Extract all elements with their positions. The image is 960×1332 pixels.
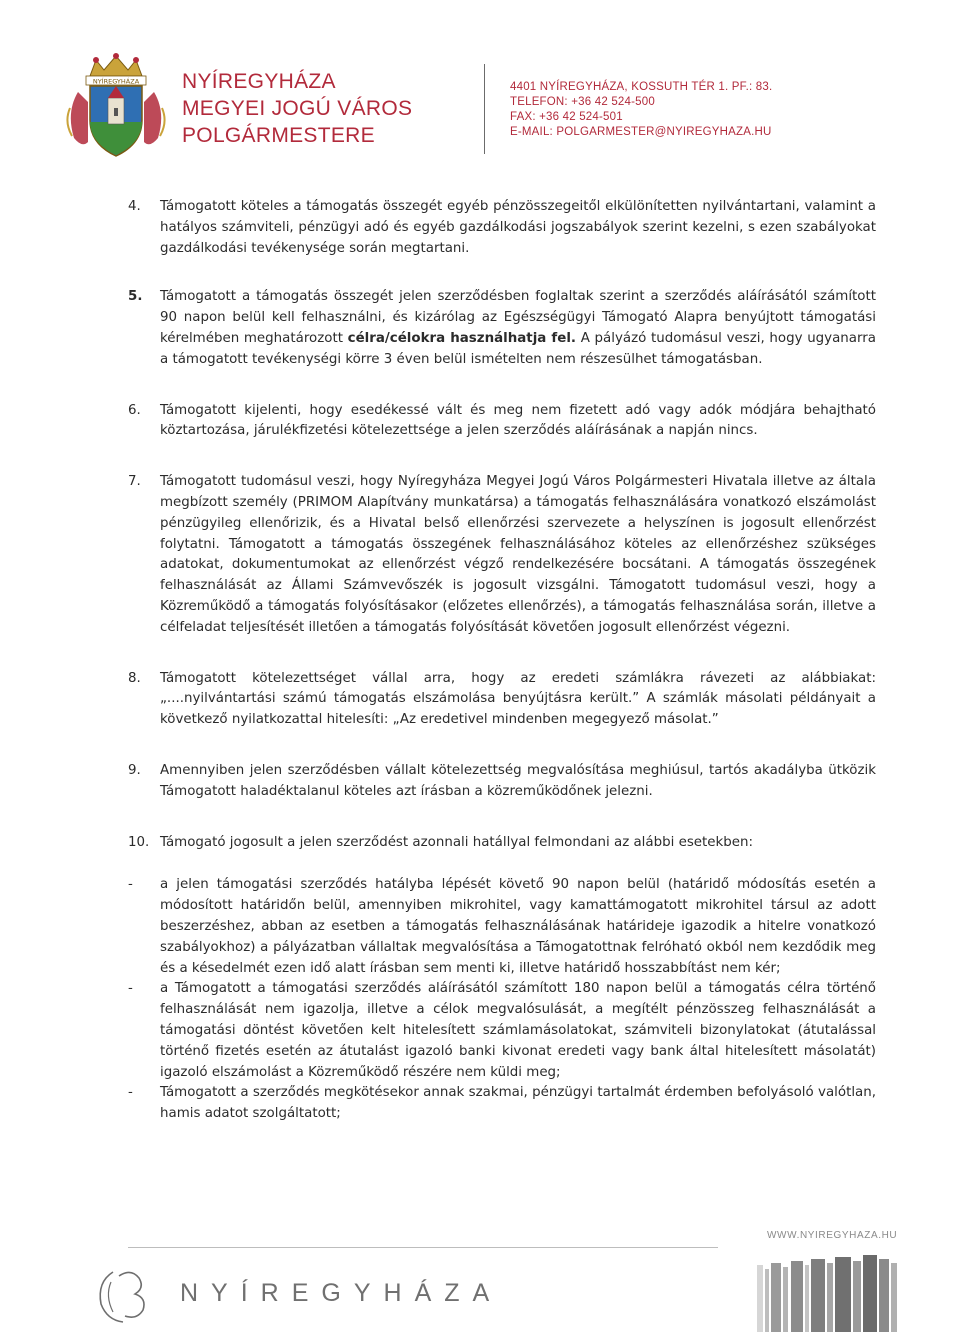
letterhead <box>0 0 960 170</box>
list-item <box>128 875 876 979</box>
header-divider <box>484 64 485 154</box>
paragraph-number: 9. <box>128 762 141 778</box>
paragraph-5 <box>128 287 876 370</box>
paragraph-7 <box>128 472 876 638</box>
list-item-text: Támogatott a szerződés megkötésekor annak szakmai, pénzügyi tartalmát érdemben befolyásoló valótlan, hamis adatot szolgáltatott; <box>160 1085 876 1122</box>
paragraph-text-part-a: Támogatott a támogatás összegét jelen szerződésben foglaltak szerint a szerződés aláírásától számított 90 napon belül kell felhasználni, és kizárólag az Egészségügyi Támogató Alapra benyújtott támogatási kérelmében meghatározott <box>160 289 876 346</box>
paragraph-4 <box>128 197 876 259</box>
document-body <box>128 197 876 1125</box>
list-item-text: a jelen támogatási szerződés hatályba lépését követő 90 napon belül (határidő módosítás esetén a módosított határidőn belül, amennyiben mikrohitel, vagy kamattámogatott mikrohitel társul az adott beszerzéshez, abban az esetben a támogatás felhasználásának határideje igazodik a hitelre vonatkozó szabályokhoz) a pályázatban vállaltak megvalósítása a Támogatottnak felróható okból nem kezdődik meg és a késedelmét ezen idő alatt írásban sem menti ki, illetve határidő hosszabbítást nem kér; <box>160 877 876 976</box>
paragraph-10 <box>128 833 876 854</box>
bullet-dash: - <box>128 877 133 893</box>
paragraph-text: Támogató jogosult a jelen szerződést azonnali hatállyal felmondani az alábbi esetekben: <box>160 834 754 850</box>
footer-url: WWW.NYIREGYHAZA.HU <box>767 1230 898 1241</box>
paragraph-number: 7. <box>128 474 141 490</box>
paragraph-9 <box>128 761 876 803</box>
paragraph-number: 6. <box>128 402 141 418</box>
paragraph-8 <box>128 669 876 731</box>
org-line-1: NYÍREGYHÁZA <box>182 70 336 93</box>
paragraph-text: Amennyiben jelen szerződésben vállalt kötelezettség megvalósítása meghiúsul, tartós akadályba ütközik Támogatott haladéktalanul köteles azt írásban a közreműködőnek jelezni. <box>160 762 876 799</box>
contact-block <box>510 80 772 140</box>
email: E-MAIL: POLGARMESTER@NYIREGYHAZA.HU <box>510 126 772 138</box>
paragraph-number: 5. <box>128 289 143 305</box>
footer-divider <box>128 1247 718 1248</box>
list-item <box>128 979 876 1083</box>
paragraph-text: Támogatott köteles a támogatás összegét egyéb pénzösszegeitől elkülönítetten nyilvántartani, valamint a hatályos számviteli, pénzügyi adó és egyéb gazdálkodási jogszabályok szerint kezelni, s ezen szabályokat gazdálkodási tevékenysége során megtartani. <box>160 199 876 256</box>
org-line-3: POLGÁRMESTERE <box>182 124 375 147</box>
paragraph-text: Támogatott kijelenti, hogy esedékessé vált és meg nem fizetett adó vagy adók módjára behajtható köztartozása, járulékfizetési kötelezettsége a jelen szerződés aláírásának a napján nincs. <box>160 402 876 439</box>
crest-banner-text: NYÍREGYHÁZA <box>92 77 140 86</box>
paragraph-number: 4. <box>128 199 141 214</box>
footer-city-name: NYÍREGYHÁZA <box>180 1279 503 1307</box>
org-line-2: MEGYEI JOGÚ VÁROS <box>182 97 413 120</box>
barcode-graphic <box>757 1245 897 1332</box>
paragraph-text: Támogatott tudomásul veszi, hogy Nyíregyháza Megyei Jogú Város Polgármesteri Hivatala illetve az általa megbízott személy (PRIMOM Alapítvány munkatársa) a támogatás felhasználására vonatkozó elszámolást pénzügyileg ellenőrizik, és a Hivatal belső ellenőrzési szervezete a helyszínen is jogosult ellenőrzést folytatni. Támogatott a támogatás összegének felhasználásához köteles az ellenőrzéshez szükséges adatokat, dokumentumokat az ellenőrzést végző rendelkezésére bocsátani. A támogatás összegének felhasználását az Állami Számvevőszék is jogosult vizsgálni. Támogatott tudomásul veszi, hogy a Közreműködő a támogatás folyósításakor (előzetes ellenőrzés), a támogatás felhasználása során, illetve a célfeladat teljesítését illetően a támogatás folyósítását követően jogosult ellenőrzést végezni. <box>160 474 876 635</box>
organization-name <box>182 68 412 149</box>
bullet-dash: - <box>128 1085 133 1101</box>
paragraph-number: 8. <box>128 670 141 686</box>
paragraph-text-part-b: A pályázó tudomásul veszi, hogy ugyanarra a támogatott tevékenységi körre 3 éven belül ismételten nem részesülhet támogatásban. <box>160 330 876 367</box>
paragraph-number: 10. <box>128 834 150 850</box>
city-logo-icon <box>93 1262 157 1326</box>
city-crest-icon <box>60 52 172 162</box>
list-item <box>128 1083 876 1125</box>
phone: TELEFON: +36 42 524-500 <box>510 96 655 108</box>
address: 4401 NYÍREGYHÁZA, KOSSUTH TÉR 1. PF.: 83. <box>510 81 773 93</box>
fax: FAX: +36 42 524-501 <box>510 111 623 123</box>
paragraph-6 <box>128 401 876 443</box>
list-item-text: a Támogatott a támogatási szerződés aláírásától számított 180 napon belül a támogatás célra történő felhasználását nem igazolja, illetve a célok megvalósulását, a megítélt pénzösszeg felhasználását a támogatási döntést követően kelt hitelesített számlamásolatokat, számviteli bizonylatokat (átutalással történő fizetés esetén az átutalást igazoló banki kivonat eredeti vagy bank által hitelesített másolatát) igazoló elszámolást a Közreműködő részére nem küldi meg; <box>160 981 876 1080</box>
paragraph-text-bold: célra/célokra használhatja fel. <box>347 330 576 346</box>
paragraph-text <box>160 287 876 370</box>
paragraph-text: Támogatott kötelezettséget vállal arra, hogy az eredeti számlákra rávezeti az alábbiakat: „....nyilvántartási számú támogatás elszámolása benyújtásra került.” A számlák másolati példányait a következő nyilatkozattal hitelesíti: „Az eredetivel mindenben megegyező másolat.” <box>160 670 876 728</box>
bullet-dash: - <box>128 981 133 997</box>
